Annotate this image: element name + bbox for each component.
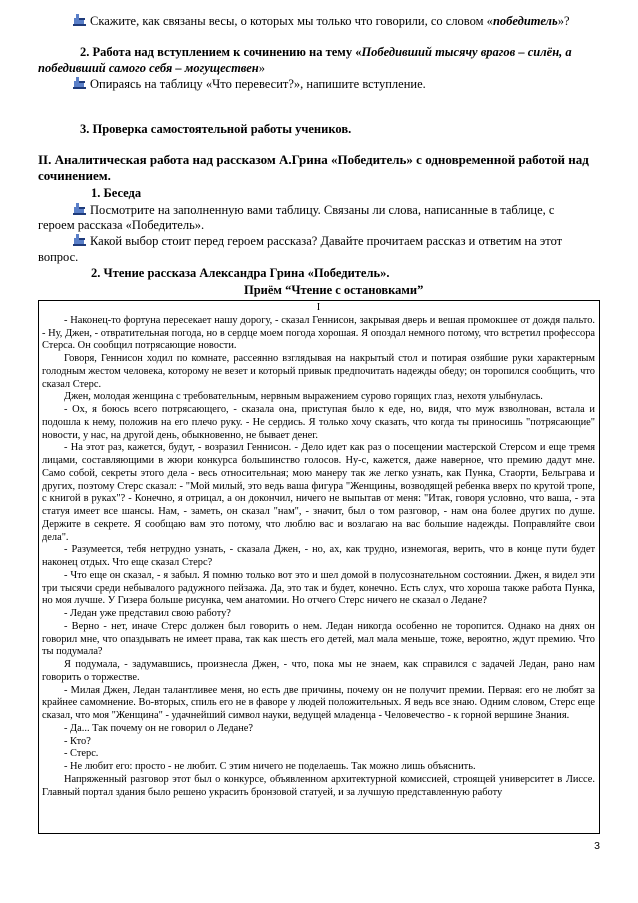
page-number: 3 [594,840,600,852]
question-line-1: Скажите, как связаны весы, о которых мы только что говорили, со словом «победитель»? [73,14,570,29]
story-paragraph: - Стерс. [64,748,99,760]
story-paragraph: Я подумала, - задумавшись, произнесла Джен, - что, пока мы не знаем, как справился с задачей Ледан, рано нам говорить о торжестве. [42,659,595,683]
story-paragraph: - Не любит его: просто - не любит. С этим ничего не поделаешь. Так можно лишь объяснить. [64,761,476,772]
story-paragraph: - Что еще он сказал, - я забыл. Я помню только вот это и шел домой в полусознательном состоянии. Джен, я видел эти три тысячи среди небывалого радужного пейзажа. Да, это так и будет, конечно. Есть слух, что хороша также работа Пунка, но моя лучше. У Гизера больше рисунка, чем анатомии. Но отчего Стерс ничего не сказал о Ледане? [42,569,595,607]
section-2-heading-cont: сочинением. [38,168,111,183]
pointing-hand-icon [73,14,86,26]
item-2-heading: 2. Работа над вступлением к сочинению на тему «Победивший тысячу врагов – силён, а [80,45,572,59]
item-2-heading-cont: победивший самого себя – могуществен» [38,61,265,75]
conversation-heading: 1. Беседа [91,186,142,200]
task-line-3-cont: героем рассказа «Победитель». [38,218,205,232]
item-3-heading: 3. Проверка самостоятельной работы учеников. [80,122,352,136]
story-paragraph: - Милая Джен, Ледан талантливее меня, но есть две причины, почему он не получит премии. Первая: его не любят за крайнее самомнение. Во-вторых, спиль его не в фаворе у людей положительных. Я ведь все знаю. Одним словом, Стерс еще сказал, что моя "Женщина" - удачнейший символ науки, ведущей младенца - Человечество - к горной вершине Знания. [42,684,595,721]
story-paragraph: - Да... Так почему он не говорил о Ледане? [64,722,254,734]
story-paragraph: - На этот раз, кажется, будут, - возразил Геннисон. - Дело идет как раз о посещении мастерской Стерсом и еще тремя лицами, составляющими в жюри конкурса большинство голосов. Ну-с, кажется, даже наверное, что премию дадут мне. Само собой, секреты этого дела - весь относительная; мою манеру так же легко узнать, как Пунка, Стаорти, Бельграва и других, поэтому Стерс сказал: - "Мой милый, это ведь ваша фигура "Женщины, возводящей ребенка вверх по крутой тропе, с книгой в руках"? - Конечно, я отрицал, а он докончил, ничего не выпытав от меня: "Итак, говоря условно, что вашa, - эта статуя имеет все шансы. Нам, - заметь, он сказал "нам", - значит, был о том разговор, - нам она более других по душе. Держите в секрете. Я сообщаю вам это потому, что люблю вас и возлагаю на вас большие надежды. Поправляйте свои дела". [42,442,595,543]
story-paragraph: - Разумеется, тебя нетрудно узнать, - сказала Джен, - но, ах, как трудно, изнемогая, верить, что в конце пути будет наконец отдых. Что еще сказал Стерс? [42,544,595,568]
technique-heading: Приём “Чтение с остановками” [244,283,424,297]
task-line-4: Какой выбор стоит перед героем рассказа? Давайте прочитаем рассказ и ответим на этот [73,234,562,249]
story-paragraph: Джен, молодая женщина с требовательным, нервным выражением сурово горящих глаз, нехотя улыбнулась. [64,391,543,403]
story-paragraph: - Ох, я боюсь всего потрясающего, - сказала она, приступая было к еде, но, видя, что муж взволнован, встала и подошла к нему, положив на его плечо руку. - Не сердись. Я только хочу сказать, что когда ты приносишь "потрясающие" новости, у нас, на другой день, обыкновенно, не бывает денег. [42,404,595,441]
task-line-3: Посмотрите на заполненную вами таблицу. Связаны ли слова, написанные в таблице, с [73,203,554,218]
pointing-hand-icon [73,77,86,89]
story-paragraph: Напряженный разговор этот был о конкурсе, объявленном архитектурной комиссией, строящей университет в Лиссе. Главный портал здания было решено украсить бронзовой статуей, и за лучшую представленную работу [42,773,595,798]
reading-heading: 2. Чтение рассказа Александра Грина «Победитель». [91,266,390,280]
story-paragraph: - Ледан уже представил свою работу? [64,608,231,619]
pointing-hand-icon [73,203,86,215]
story-paragraph: - Наконец-то фортуна пересекает нашу дорогу, - сказал Геннисон, закрывая дверь и вешая промокшее от дождя пальто. - Ну, Джен, - отвратительная погода, но в сердце моем погода хорошая. Я опоздал немного потому, что встретил профессора Стерса. Он сообщил потрясающие новости. [42,314,595,352]
chapter-number: I [316,302,321,313]
story-paragraph: - Верно - нет, иначе Стерс должен был говорить о нем. Ледан никогда особенно не торопится. Однако на днях он говорил мне, что опаздывать не имеет права, так как шесть его детей, мал мала меньше, тоже, вероятно, ждут премию. Что ты подумала? [42,620,595,658]
section-2-heading: II. Аналитическая работа над рассказом А.Грина «Победитель» с одновременной работой над [38,152,589,167]
task-line-4-cont: вопрос. [38,250,79,264]
task-line-2: Опираясь на таблицу «Что перевесит?», напишите вступление. [73,77,426,92]
story-paragraph: - Кто? [64,735,91,747]
story-paragraph: Говоря, Геннисон ходил по комнате, рассеянно взглядывая на накрытый стол и потирая озябшие руки характерным голодным жестом человека, которому не везет и который привык предпочитать надежды обеду; он торопился сообщить, что сказал Стерс. [42,353,595,390]
story-text [42,302,595,799]
pointing-hand-icon [73,234,86,246]
